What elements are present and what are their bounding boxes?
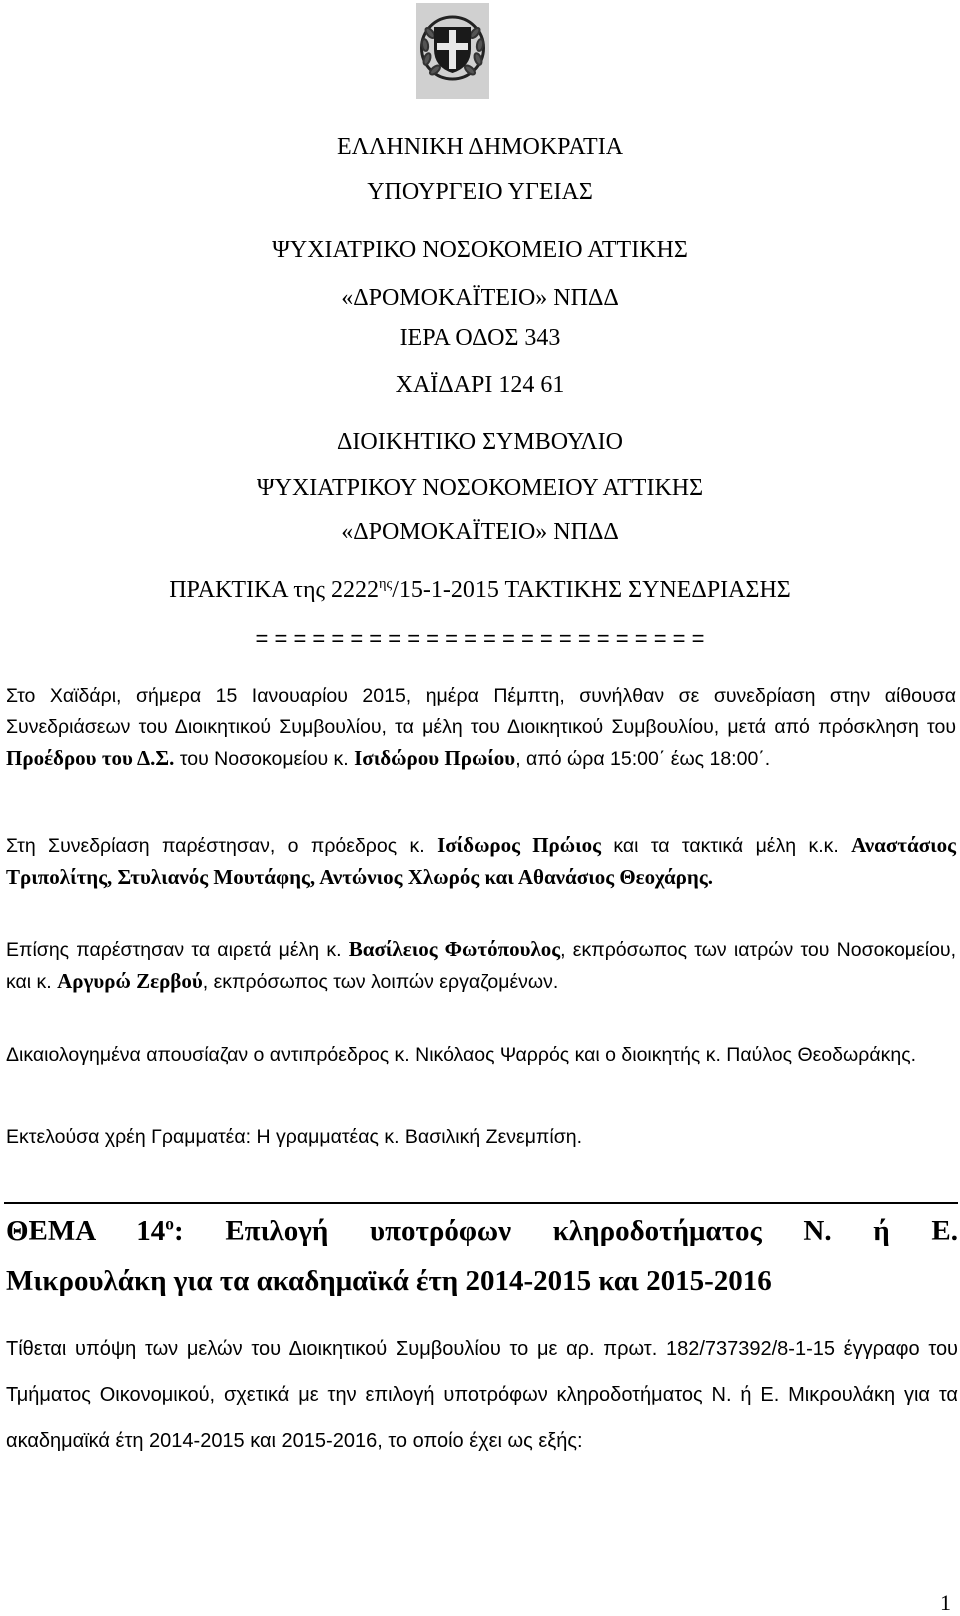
- greek-state-emblem-icon: [416, 3, 489, 99]
- header-line-board: ΔΙΟΙΚΗΤΙΚΟ ΣΥΜΒΟΥΛΙΟ: [337, 429, 623, 455]
- header-line-board-hospital-name: «ΔΡΟΜΟΚΑΪΤΕΙΟ» ΝΠΔΔ: [341, 519, 619, 545]
- minutes-title: ΠΡΑΚΤΙΚΑ της $2222^{\eta\varsigma}/15-1-2015$ ΤΑΚΤΙΚΗΣ ΣΥΝΕΔΡΙΑΣΗΣ: [169, 576, 791, 603]
- header-line-city: ΧΑΪΔΑΡΙ 124 61: [395, 372, 565, 398]
- header-line-hospital-name: «ΔΡΟΜΟΚΑΪΤΕΙΟ» ΝΠΔΔ: [341, 285, 619, 311]
- elected-members-paragraph: Επίσης παρέστησαν τα αιρετά μέλη κ. Βασίλειος Φωτόπουλος, εκπρόσωπος των ιατρών του Νοσοκομείου, και κ. Αργυρώ Ζερβού, εκπρόσωπος των λοιπών εργαζομένων.: [6, 937, 956, 993]
- body-paragraph: Τίθεται υπόψη των μελών του Διοικητικού Συμβουλίου το με αρ. πρωτ. 182/737392/8-1-15 έγγραφο του Τμήματος Οικονομικού, σχετικά με την επιλογή υποτρόφων κληροδοτήματος Ν. ή Ε. Μικρουλάκη για τα ακαδημαϊκά έτη 2014-2015 και 2015-2016, το οποίο έχει ως εξής:: [6, 1338, 958, 1452]
- intro-paragraph: Στο Χαϊδάρι, σήμερα 15 Ιανουαρίου 2015, ημέρα Πέμπτη, συνήλθαν σε συνεδρίαση στην αίθουσα Συνεδριάσεων του Διοικητικού Συμβουλίου, τα μέλη του Διοικητικού Συμβουλίου, μετά από πρόσκληση του Προέδρου του Δ.Σ. του Νοσοκομείου κ. Ισιδώρου Πρωίου, από ώρα 15:00΄ έως 18:00΄.: [6, 685, 956, 770]
- secretary-paragraph: Εκτελούσα χρέη Γραμματέα: Η γραμματέας κ. Βασιλική Ζενεμπίση.: [6, 1126, 583, 1148]
- theme-heading-line2: Μικρουλάκη για τα ακαδημαϊκά έτη 2014-2015 και 2015-2016: [6, 1265, 772, 1297]
- absent-paragraph: Δικαιολογημένα απουσίαζαν ο αντιπρόεδρος κ. Νικόλαος Ψαρρός και ο διοικητής κ. Παύλος Θεοδωράκης.: [6, 1044, 917, 1066]
- separator-line: = = = = = = = = = = = = = = = = = = = = = = = =: [255, 626, 705, 651]
- horizontal-rule: [4, 1202, 958, 1204]
- header-line-board-hospital: ΨΥΧΙΑΤΡΙΚΟΥ ΝΟΣΟΚΟΜΕΙΟΥ ΑΤΤΙΚΗΣ: [256, 475, 704, 501]
- page-number: 1: [940, 1590, 951, 1615]
- attendance-paragraph: Στη Συνεδρίαση παρέστησαν, ο πρόεδρος κ. Ισίδωρος Πρώιος και τα τακτικά μέλη κ.κ. Αναστάσιος Τριπολίτης, Στυλιανός Μουτάφης, Αντώνιος Χλωρός και Αθανάσιος Θεοχάρης.: [6, 833, 956, 889]
- header-line-hospital: ΨΥΧΙΑΤΡΙΚΟ ΝΟΣΟΚΟΜΕΙΟ ΑΤΤΙΚΗΣ: [272, 237, 688, 263]
- header-line-republic: ΕΛΛΗΝΙΚΗ ΔΗΜΟΚΡΑΤΙΑ: [336, 134, 624, 160]
- theme-heading: [6, 1206, 958, 1306]
- header-line-ministry: ΥΠΟΥΡΓΕΙΟ ΥΓΕΙΑΣ: [367, 179, 593, 205]
- header-line-street: ΙΕΡΑ ΟΔΟΣ 343: [399, 325, 561, 351]
- theme-heading-line1: ΘΕΜΑ $14^o$: Επιλογή υποτρόφων κληροδοτήματος Ν. ή Ε.: [6, 1213, 958, 1247]
